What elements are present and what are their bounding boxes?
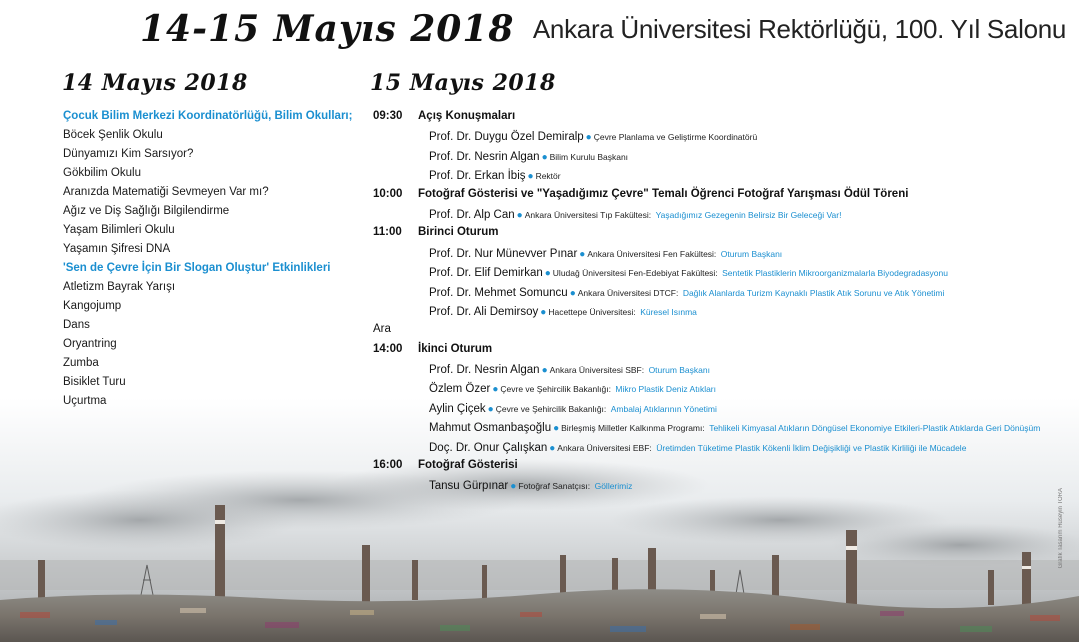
activity-item: Oryantring xyxy=(63,338,117,350)
activity-item: Bisiklet Turu xyxy=(63,376,126,388)
speaker-entry xyxy=(429,243,782,264)
bullet-icon: ● xyxy=(579,248,586,260)
bullet-icon: ● xyxy=(510,481,517,493)
talk-topic: Mikro Plastik Deniz Atıkları xyxy=(615,384,717,395)
talk-topic: Ambalaj Atıklarının Yönetimi xyxy=(610,403,717,414)
talk-topic: Tehlikeli Kimyasal Atıkların Döngüsel Ekonomiye Etkileri-Plastik Atıklarda Geri Dönüşüm xyxy=(709,423,1041,434)
session-row xyxy=(373,456,1063,475)
speaker-entry xyxy=(429,437,966,458)
speaker-entry xyxy=(429,262,948,283)
speaker-name: Prof. Dr. Nesrin Algan xyxy=(429,364,540,377)
bullet-icon: ● xyxy=(569,287,576,299)
speaker-affiliation: Hacettepe Üniversitesi: xyxy=(548,306,636,317)
speaker-entry xyxy=(429,398,717,419)
bullet-icon: ● xyxy=(553,423,560,435)
speaker-row xyxy=(373,146,1063,165)
event-venue: Ankara Üniversitesi Rektörlüğü, 100. Yıl Salonu xyxy=(532,13,1067,44)
session-row xyxy=(373,107,1063,126)
speaker-row xyxy=(373,417,1063,436)
speaker-entry xyxy=(429,301,697,322)
bullet-icon: ● xyxy=(516,209,523,221)
talk-topic: Küresel Isınma xyxy=(640,306,697,317)
speaker-entry xyxy=(429,475,632,496)
bullet-icon: ● xyxy=(541,365,548,377)
speaker-affiliation: Çevre Planlama ve Geliştirme Koordinatörü xyxy=(593,132,758,143)
session-title: Birinci Oturum xyxy=(418,226,499,239)
session-title: İkinci Oturum xyxy=(418,342,493,355)
session-row xyxy=(373,223,1063,242)
bullet-icon: ● xyxy=(585,132,592,144)
talk-topic: Üretimden Tüketime Plastik Kökenli İklim Değişikliği ve Plastik Kirliliği ile Mücadele xyxy=(656,442,967,453)
activity-item: Böcek Şenlik Okulu xyxy=(63,129,163,141)
bullet-icon: ● xyxy=(492,384,499,396)
day1-activity-list xyxy=(63,107,363,411)
session-row xyxy=(373,340,1063,359)
speaker-name: Prof. Dr. Nesrin Algan xyxy=(429,150,540,163)
speaker-entry xyxy=(429,165,561,186)
speaker-affiliation: Çevre ve Şehircilik Bakanlığı: xyxy=(495,403,607,414)
speaker-row xyxy=(373,437,1063,456)
speaker-row xyxy=(373,262,1063,281)
speaker-name: Tansu Gürpınar xyxy=(429,480,509,493)
speaker-affiliation: Ankara Üniversitesi SBF: xyxy=(549,365,645,376)
speaker-row xyxy=(373,282,1063,301)
event-header xyxy=(140,8,1067,52)
talk-topic: Oturum Başkanı xyxy=(648,365,710,376)
speaker-affiliation: Rektör xyxy=(535,171,561,182)
talk-topic: Oturum Başkanı xyxy=(720,248,783,259)
talk-topic: Yaşadığımız Gezegenin Belirsiz Bir Geleceği Var! xyxy=(655,209,842,220)
activity-item: Kangojump xyxy=(63,300,122,312)
speaker-entry xyxy=(429,126,757,147)
bullet-icon: ● xyxy=(540,306,547,318)
bullet-icon: ● xyxy=(544,268,551,280)
day1-title: 14 Mayıs 2018 xyxy=(62,70,248,96)
speaker-name: Prof. Dr. Mehmet Somuncu xyxy=(429,286,568,299)
session-time: 16:00 xyxy=(373,459,403,472)
bullet-icon: ● xyxy=(549,442,556,454)
activity-item: Gökbilim Okulu xyxy=(63,167,141,179)
break-label: Ara xyxy=(373,323,391,336)
activity-item: Aranızda Matematiği Sevmeyen Var mı? xyxy=(63,186,269,198)
session-row xyxy=(373,185,1063,204)
speaker-row xyxy=(373,378,1063,397)
design-credit: Grafik Tasarım Hüseyin TORA xyxy=(1058,488,1064,569)
speaker-entry xyxy=(429,417,1040,438)
speaker-name: Prof. Dr. Erkan İbiş xyxy=(429,170,526,183)
speaker-row xyxy=(373,126,1063,145)
activity-item: Zumba xyxy=(63,357,99,369)
day2-title: 15 Mayıs 2018 xyxy=(370,70,556,96)
session-title: Açış Konuşmaları xyxy=(418,110,516,122)
speaker-name: Prof. Dr. Elif Demirkan xyxy=(429,267,543,280)
activity-item: Dans xyxy=(63,319,90,331)
speaker-affiliation: Bilim Kurulu Başkanı xyxy=(549,151,629,162)
bullet-icon: ● xyxy=(527,171,534,183)
speaker-entry xyxy=(429,282,944,303)
activity-item: Yaşamın Şifresi DNA xyxy=(63,243,171,255)
speaker-row xyxy=(373,165,1063,184)
session-time: 14:00 xyxy=(373,342,403,355)
speaker-affiliation: Uludağ Üniversitesi Fen-Edebiyat Fakültesi: xyxy=(552,268,718,279)
talk-topic: Dağlık Alanlarda Turizm Kaynaklı Plastik Atık Sorunu ve Atık Yönetimi xyxy=(682,287,945,298)
break-row xyxy=(373,320,1063,339)
talk-topic: Sentetik Plastiklerin Mikroorganizmalarla Biyodegradasyonu xyxy=(722,268,948,279)
bullet-icon: ● xyxy=(487,403,494,415)
speaker-affiliation: Ankara Üniversitesi Fen Fakültesi: xyxy=(587,248,717,259)
session-time: 11:00 xyxy=(373,226,402,239)
speaker-entry xyxy=(429,378,716,399)
activity-item: Ağız ve Diş Sağlığı Bilgilendirme xyxy=(63,205,230,217)
activity-item: Atletizm Bayrak Yarışı xyxy=(63,281,176,293)
speaker-name: Doç. Dr. Onur Çalışkan xyxy=(429,441,548,454)
speaker-affiliation: Birleşmiş Milletler Kalkınma Programı: xyxy=(561,423,705,434)
speaker-entry xyxy=(429,204,841,225)
session-time: 09:30 xyxy=(373,110,403,122)
speaker-name: Prof. Dr. Duygu Özel Demiralp xyxy=(429,131,584,144)
speaker-affiliation: Ankara Üniversitesi Tıp Fakültesi: xyxy=(524,209,652,220)
speaker-affiliation: Ankara Üniversitesi DTCF: xyxy=(577,287,679,298)
speaker-affiliation: Çevre ve Şehircilik Bakanlığı: xyxy=(500,384,611,395)
speaker-name: Mahmut Osmanbaşoğlu xyxy=(429,422,552,435)
event-dates: 14-15 Mayıs 2018 xyxy=(140,8,515,50)
session-title: Fotoğraf Gösterisi ve "Yaşadığımız Çevre" Temalı Öğrenci Fotoğraf Yarışması Ödül Töreni xyxy=(418,187,909,200)
speaker-row xyxy=(373,204,1063,223)
speaker-name: Prof. Dr. Alp Can xyxy=(429,208,515,221)
day2-schedule xyxy=(373,107,1063,495)
activity-item: Yaşam Bilimleri Okulu xyxy=(63,224,175,236)
speaker-affiliation: Fotoğraf Sanatçısı: xyxy=(518,481,591,492)
speaker-row xyxy=(373,301,1063,320)
speaker-row xyxy=(373,243,1063,262)
speaker-name: Prof. Dr. Nur Münevver Pınar xyxy=(429,247,578,260)
talk-topic: Göllerimiz xyxy=(594,481,633,492)
speaker-row xyxy=(373,359,1063,378)
activity-group-heading: 'Sen de Çevre İçin Bir Slogan Oluştur' Etkinlikleri xyxy=(63,262,331,274)
activity-item: Dünyamızı Kim Sarsıyor? xyxy=(63,148,194,160)
bullet-icon: ● xyxy=(541,151,548,163)
speaker-row xyxy=(373,398,1063,417)
speaker-affiliation: Ankara Üniversitesi EBF: xyxy=(557,442,652,453)
activity-group-heading: Çocuk Bilim Merkezi Koordinatörlüğü, Bilim Okulları; xyxy=(63,110,353,122)
speaker-entry xyxy=(429,359,710,380)
session-time: 10:00 xyxy=(373,187,403,200)
session-title: Fotoğraf Gösterisi xyxy=(418,459,518,472)
speaker-name: Özlem Özer xyxy=(429,383,491,396)
speaker-row xyxy=(373,475,1063,494)
activity-item: Uçurtma xyxy=(63,395,107,407)
speaker-name: Prof. Dr. Ali Demirsoy xyxy=(429,305,539,318)
speaker-entry xyxy=(429,146,628,167)
speaker-name: Aylin Çiçek xyxy=(429,402,486,415)
